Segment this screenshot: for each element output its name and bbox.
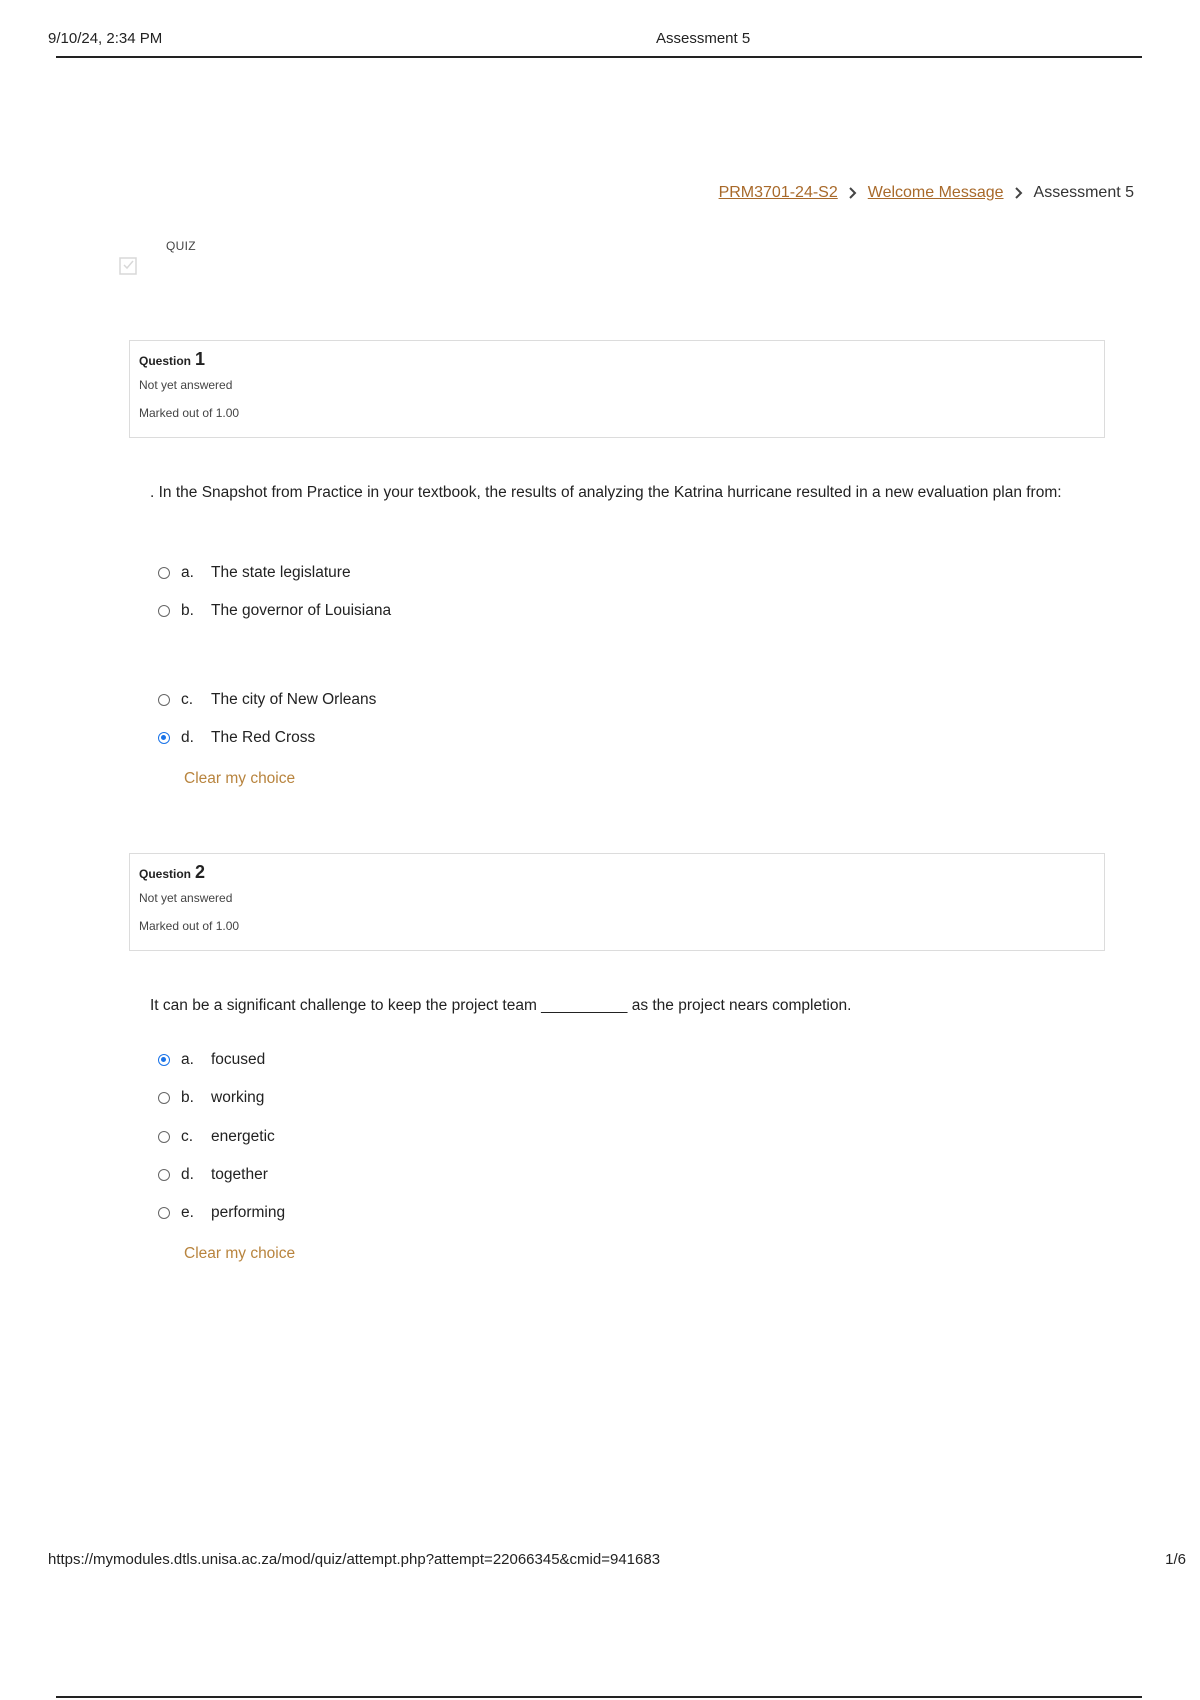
radio-button[interactable]	[158, 1092, 170, 1104]
radio-button-selected[interactable]	[158, 1054, 170, 1066]
answer-option-b[interactable]	[158, 602, 391, 620]
print-page-number: 1/6	[1165, 1551, 1186, 1568]
option-letter: b.	[181, 1089, 194, 1106]
chevron-right-icon	[1014, 186, 1024, 200]
option-letter: c.	[181, 691, 194, 708]
option-text: The Red Cross	[211, 729, 316, 746]
activity-type-label: QUIZ	[166, 239, 196, 253]
radio-button[interactable]	[158, 1207, 170, 1219]
question-info-box	[129, 853, 1105, 951]
radio-button[interactable]	[158, 605, 170, 617]
breadcrumb	[719, 184, 1134, 202]
question-number: 1	[195, 349, 206, 369]
answer-option-d[interactable]	[158, 1166, 268, 1184]
option-letter: a.	[181, 1051, 194, 1068]
clear-choice-link[interactable]: Clear my choice	[184, 770, 296, 787]
breadcrumb-section-link[interactable]: Welcome Message	[867, 184, 1004, 201]
question-mark: Marked out of 1.00	[139, 919, 240, 933]
option-text: together	[211, 1166, 268, 1183]
radio-button[interactable]	[158, 694, 170, 706]
print-title: Assessment 5	[656, 30, 751, 47]
radio-button-selected[interactable]	[158, 732, 170, 744]
radio-button[interactable]	[158, 1169, 170, 1181]
option-text: focused	[211, 1051, 266, 1068]
chevron-right-icon	[848, 186, 858, 200]
quiz-icon	[118, 256, 142, 278]
question-state: Not yet answered	[139, 378, 233, 392]
radio-button[interactable]	[158, 1131, 170, 1143]
question-mark: Marked out of 1.00	[139, 406, 240, 420]
question-text: It can be a significant challenge to keep the project team __________ as the project nears completion.	[150, 997, 852, 1014]
question-number: 2	[195, 862, 206, 882]
option-text: working	[211, 1089, 265, 1106]
radio-button[interactable]	[158, 567, 170, 579]
answer-option-e[interactable]	[158, 1204, 285, 1222]
option-letter: e.	[181, 1204, 194, 1221]
answer-option-d[interactable]	[158, 729, 315, 747]
answer-option-c[interactable]	[158, 1128, 275, 1146]
question-title: Question 1	[139, 349, 206, 369]
clear-choice-link[interactable]: Clear my choice	[184, 1245, 296, 1262]
option-text: energetic	[211, 1128, 275, 1145]
print-datetime: 9/10/24, 2:34 PM	[48, 30, 163, 47]
answer-option-a[interactable]	[158, 1051, 265, 1069]
header-divider	[56, 56, 1142, 58]
print-url: https://mymodules.dtls.unisa.ac.za/mod/quiz/attempt.php?attempt=22066345&cmid=941683	[48, 1551, 661, 1568]
option-text: The governor of Louisiana	[211, 602, 392, 619]
option-letter: c.	[181, 1128, 194, 1145]
footer-divider	[56, 1696, 1142, 1698]
option-letter: d.	[181, 1166, 194, 1183]
option-letter: b.	[181, 602, 194, 619]
answer-option-c[interactable]	[158, 691, 376, 709]
answer-option-a[interactable]	[158, 564, 351, 582]
question-text: . In the Snapshot from Practice in your textbook, the results of analyzing the Katrina hurricane resulted in a new evaluation plan from:	[150, 484, 1062, 501]
option-text: The state legislature	[211, 564, 351, 581]
question-state: Not yet answered	[139, 891, 233, 905]
question-title: Question 2	[139, 862, 206, 882]
breadcrumb-current: Assessment 5	[1033, 184, 1134, 201]
option-text: performing	[211, 1204, 286, 1221]
option-text: The city of New Orleans	[211, 691, 377, 708]
breadcrumb-course-link[interactable]: PRM3701-24-S2	[718, 184, 838, 201]
option-letter: d.	[181, 729, 194, 746]
option-letter: a.	[181, 564, 194, 581]
answer-option-b[interactable]	[158, 1089, 264, 1107]
question-info-box	[129, 340, 1105, 438]
